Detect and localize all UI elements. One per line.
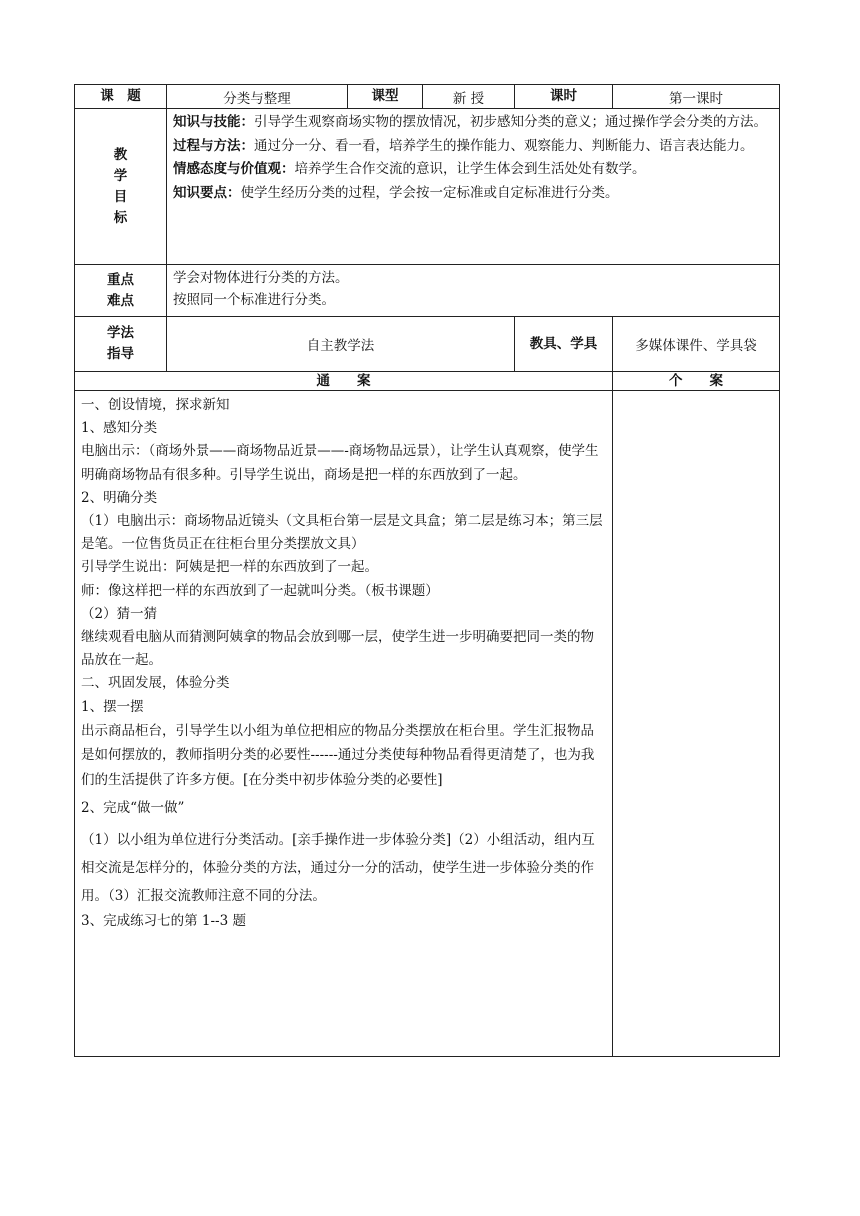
content-line: （1）电脑出示：商场物品近镜头（文具柜台第一层是文具盒；第二层是练习本；第三层是笔。一位售货员正在往柜台里分类摆放文具）: [81, 513, 603, 553]
objective-item: 过程与方法：通过分一分、看一看，培养学生的操作能力、观察能力、判断能力、语言表达能力。: [173, 137, 754, 154]
type-label: 课型: [348, 85, 423, 109]
content-line: （1）以小组为单位进行分类活动。[亲手操作进一步体验分类]（2）小组活动，组内互相交流是怎样分的，体验分类的方法，通过分一分的活动，使学生进一步体验分类的作用。（3）汇报交流教师注意不同的分法。: [81, 831, 595, 904]
topic-label: 课 题: [75, 85, 167, 109]
personal-plan-header: 个 案: [613, 372, 780, 391]
content-line: 引导学生说出：阿姨是把一样的东西放到了一起。: [81, 559, 378, 576]
period-value: 第一课时: [613, 85, 780, 109]
key-points-row: [75, 265, 780, 317]
lesson-plan-table: [74, 84, 780, 1057]
type-value: 新 授: [423, 85, 515, 109]
content-line: （2）猜一猜: [81, 605, 158, 622]
common-plan-content: [75, 391, 613, 1057]
objectives-label: 教 学 目 标: [75, 109, 167, 265]
tools-value: 多媒体课件、学具袋: [613, 317, 780, 372]
content-line: 电脑出示：（商场外景——商场物品近景——-商场物品远景），让学生认真观察，使学生明确商场物品有很多种。引导学生说出，商场是把一样的东西放到了一起。: [81, 443, 599, 483]
content-row: [75, 391, 780, 1057]
content-line: 出示商品柜台，引导学生以小组为单位把相应的物品分类摆放在柜台里。学生汇报物品是如何摆放的，教师指明分类的必要性------通过分类使每种物品看得更清楚了，也为我们的生活提供了许多方便。[在分类中初步体验分类的必要性]: [81, 722, 595, 788]
objective-item: 情感态度与价值观：培养学生合作交流的意识，让学生体会到生活处处有数学。: [173, 161, 646, 177]
objectives-row: [75, 109, 780, 265]
objectives-content: [167, 109, 780, 265]
key-points-content: [167, 265, 780, 317]
content-line: 继续观看电脑从而猜测阿姨拿的物品会放到哪一层，使学生进一步明确要把同一类的物品放在一起。: [81, 629, 594, 669]
key-points-label: 重点 难点: [75, 265, 167, 317]
content-line: 1、摆一摆: [81, 698, 144, 715]
topic-value: 分类与整理: [167, 85, 348, 109]
content-line: 2、明确分类: [81, 489, 158, 506]
content-line: 一、创设情境，探求新知: [81, 397, 230, 413]
tools-label: 教具、学具: [515, 317, 613, 372]
method-label: 学法 指导: [75, 317, 167, 372]
content-line: 2、完成“做一做”: [81, 800, 185, 817]
method-value: 自主教学法: [167, 317, 515, 372]
content-line: 师：像这样把一样的东西放到了一起就叫分类。（板书课题）: [81, 582, 439, 599]
common-plan-header: 通 案: [75, 372, 613, 391]
key-point-line: 学会对物体进行分类的方法。: [173, 270, 349, 286]
method-row: [75, 317, 780, 372]
objective-item: 知识要点：使学生经历分类的过程，学会按一定标准或自定标准进行分类。: [173, 184, 619, 201]
objective-item: 知识与技能：引导学生观察商场实物的摆放情况，初步感知分类的意义；通过操作学会分类的方法。: [173, 114, 767, 130]
personal-plan-content: [613, 391, 780, 1057]
content-line: 1、感知分类: [81, 420, 158, 437]
content-line: 二、巩固发展，体验分类: [81, 675, 230, 692]
content-line: 3、完成练习七的第 1--3 题: [81, 912, 246, 929]
period-label: 课时: [515, 85, 613, 109]
header-row: [75, 85, 780, 109]
section-header-row: [75, 372, 780, 391]
key-point-line: 按照同一个标准进行分类。: [173, 292, 335, 308]
